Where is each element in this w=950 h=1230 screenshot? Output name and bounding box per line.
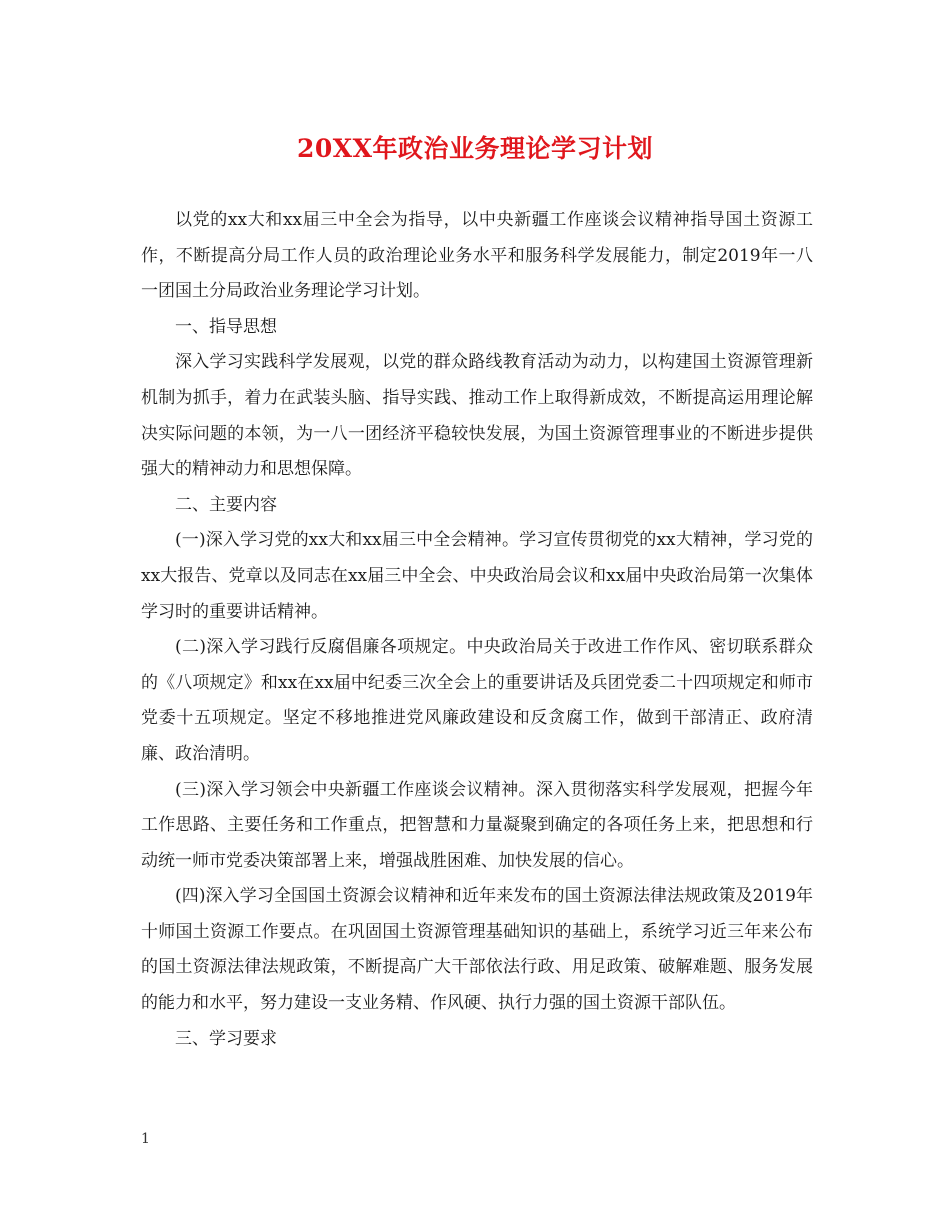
content-item-3: (三)深入学习领会中央新疆工作座谈会议精神。深入贯彻落实科学发展观，把握今年工作思路、主要任务和工作重点，把智慧和力量凝聚到确定的各项任务上来，把思想和行动统一师市党委决策部署上来，增强战胜困难、加快发展的信心。 bbox=[141, 779, 813, 871]
page-number: 1 bbox=[141, 1131, 150, 1147]
content-item-2: (二)深入学习践行反腐倡廉各项规定。中央政治局关于改进工作作风、密切联系群众的《八项规定》和xx在xx届中纪委三次全会上的重要讲话及兵团党委二十四项规定和师市党委十五项规定。坚定不移地推进党风廉政建设和反贪腐工作，做到干部清正、政府清廉、政治清明。 bbox=[141, 637, 813, 764]
document-title: 20XX年政治业务理论学习计划 bbox=[296, 134, 654, 163]
section-heading-main-content: 二、主要内容 bbox=[175, 494, 277, 515]
section-heading-study-requirements: 三、学习要求 bbox=[175, 1028, 277, 1049]
section-heading-guiding-ideology: 一、指导思想 bbox=[175, 316, 277, 337]
content-item-4: (四)深入学习全国国土资源会议精神和近年来发布的国土资源法律法规政策及2019年十师国土资源工作要点。在巩固国土资源管理基础知识的基础上，系统学习近三年来公布的国土资源法律法规政策，不断提高广大干部依法行政、用足政策、破解难题、服务发展的能力和水平，努力建设一支业务精、作风硬、执行力强的国土资源干部队伍。 bbox=[141, 886, 813, 1014]
content-item-1: (一)深入学习党的xx大和xx届三中全会精神。学习宣传贯彻党的xx大精神，学习党的xx大报告、党章以及同志在xx届三中全会、中央政治局会议和xx届中央政治局第一次集体学习时的重要讲话精神。 bbox=[141, 530, 813, 622]
document-body bbox=[141, 203, 813, 1057]
intro-paragraph: 以党的xx大和xx届三中全会为指导，以中央新疆工作座谈会议精神指导国土资源工作，不断提高分局工作人员的政治理论业务水平和服务科学发展能力，制定2019年一八一团国土分局政治业务理论学习计划。 bbox=[141, 210, 813, 302]
guiding-ideology-paragraph: 深入学习实践科学发展观，以党的群众路线教育活动为动力，以构建国土资源管理新机制为抓手，着力在武装头脑、指导实践、推动工作上取得新成效，不断提高运用理论解决实际问题的本领，为一八一团经济平稳较快发展，为国土资源管理事业的不断进步提供强大的精神动力和思想保障。 bbox=[141, 352, 813, 480]
